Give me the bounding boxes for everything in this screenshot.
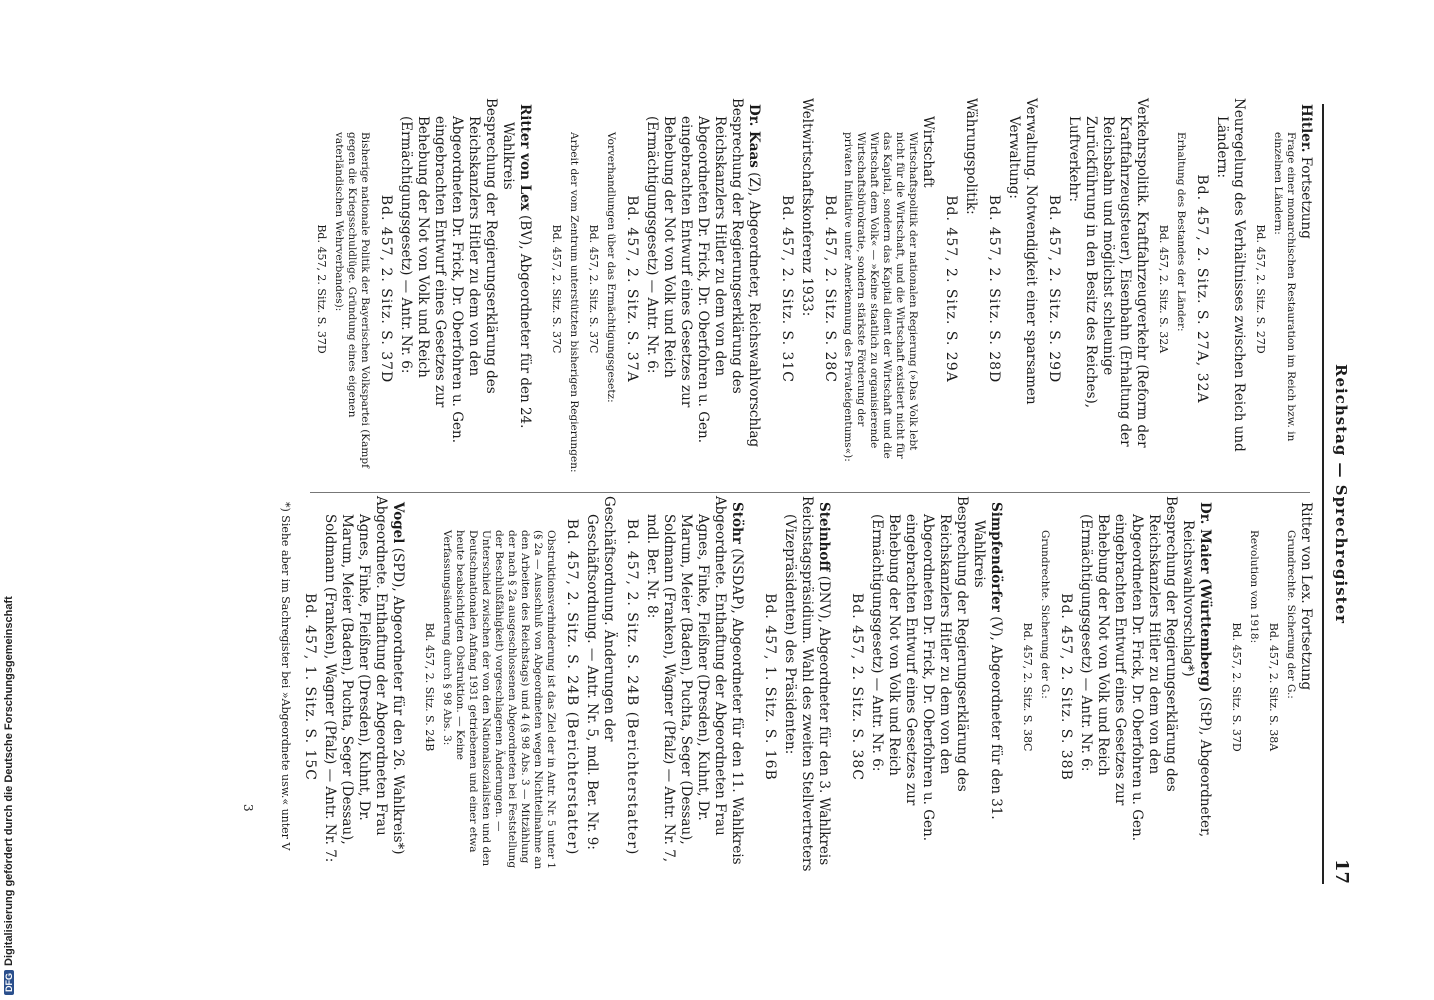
volume-reference: Bd. 457, 2. Sitz. S. 24B (Berichterstatter) xyxy=(624,518,640,856)
topic-text: Abgeordnete. Enthaftung der Abgeordneten Frau Agnes, Finke, Fleißner (Dresden), Kuhnt, Dr. Marum, Meier (Baden), Puchta, Seger (Dessau), Soldmann (Franken), Wagner (Pfalz) — Antr. Nr. 7: xyxy=(322,496,389,863)
speaker-role: (V), Abgeordneter für den 31. Wahlkreis xyxy=(971,520,1004,820)
speaker-name: Steinhoff xyxy=(816,502,832,572)
entry-simpfendoerfer-heading xyxy=(970,502,1004,872)
topic-text: Grundrechte. Sicherung der G.: xyxy=(1285,530,1297,699)
speaker-role: (SPD), Abgeordneter für den 26. Wahlkreis*) xyxy=(390,547,406,855)
volume-reference: Bd. 457, 2. Sitz. S. 29A xyxy=(943,195,959,383)
speaker-role: (Z), Abgeordneter, Reichswahlvorschlag xyxy=(746,172,762,448)
speaker-role: (NSDAP), Abgeordneter für den 11. Wahlkreis xyxy=(729,548,745,865)
entry-kaas-heading xyxy=(745,104,762,474)
entry-steinhoff-heading xyxy=(815,502,832,872)
topic-text: Abgeordnete. Enthaftung der Abgeordneten Frau Agnes, Finke, Fleißner (Dresden), Kuhnt, Dr. Marum, Meier (Baden), Puchta, Seger (Dessau), Soldmann (Franken), Wagner (Pfalz) — Antr. Nr. 7, mdl. Ber. Nr. 8: xyxy=(644,496,728,863)
entry-maier-heading xyxy=(1179,502,1213,872)
volume-reference: Bd. 457, 2. Sitz. S. 32A xyxy=(1157,224,1170,354)
volume-reference: Bd. 457, 2. Sitz. S. 38A xyxy=(1267,622,1280,752)
left-column xyxy=(308,98,1314,474)
volume-reference: Bd. 457, 1. Sitz. S. 15C xyxy=(302,592,318,782)
continuation-label: Fortsetzung xyxy=(1298,156,1314,239)
topic-text: Grundrechte. Sicherung der G.: xyxy=(1039,530,1051,699)
page-number: 17 xyxy=(1331,858,1352,884)
volume-reference: Bd. 457, 2. Sitz. S. 27D xyxy=(1254,224,1267,354)
speaker-name: Vogel xyxy=(390,502,406,544)
volume-reference: Bd. 457, 2. Sitz. S. 37D xyxy=(1230,622,1243,752)
speaker-name: Ritter von Lex xyxy=(517,104,533,211)
column-rule xyxy=(310,492,1310,493)
topic-text: Wirtschaft xyxy=(920,116,936,188)
entry-lex-cont-heading xyxy=(1297,502,1314,872)
register-page xyxy=(134,98,1354,884)
topic-text: Besprechung der Regierungserklärung des Reichskanzlers Hitler zu dem von den Abgeordneten Dr. Frick, Dr. Oberfohren u. Gen. eingebrachten Entwurf eines Gesetzes zur Behebung der Not von Volk und Reich (Ermächtigungsgesetz) — Antr. Nr. 6: xyxy=(1078,496,1179,841)
speaker-role: (DNV), Abgeordneter für den 3. Wahlkreis xyxy=(816,575,832,866)
volume-reference: Bd. 457, 2. Sitz. S. 37C xyxy=(587,224,600,354)
topic-text: Revolution von 1918: xyxy=(1248,530,1260,644)
header-rule xyxy=(1322,104,1324,884)
speaker-name: Simpfendörfer xyxy=(988,502,1004,612)
entry-lex-heading xyxy=(499,104,533,474)
volume-reference: Bd. 457, 2. Sitz. S. 24B (Berichterstatter) xyxy=(564,518,580,856)
topic-text: Vorverhandlungen über das Ermächtigungsgesetz: xyxy=(605,132,617,403)
folio-number: 3 xyxy=(241,804,255,812)
speaker-name: Hitler. xyxy=(1298,104,1314,153)
topic-text: Geschäftsordnung. Änderungen der Geschäftsordnung. — Antr. Nr. 5, mdl. Ber. Nr. 9: xyxy=(584,496,617,850)
topic-text: Erhaltung des Bestandes der Länder: xyxy=(1175,132,1187,332)
volume-reference: Bd. 457, 2. Sitz. S. 38C xyxy=(849,592,865,782)
topic-text: Verkehrspolitik. Kraftfahrzeugverkehr (Reform der Kraftfahrzeugsteuer), Eisenbahn (Erhaltung der Reichsbahn und möglichst schleunige Zurückführung in den Besitz des Reiches), Luftverkehr: xyxy=(1066,98,1150,448)
topic-text: Währungspolitik: xyxy=(963,98,979,215)
volume-reference: Bd. 457, 2. Sitz. S. 24B xyxy=(423,622,436,752)
topic-text: Weltwirtschaftskonferenz 1933: xyxy=(799,98,815,317)
volume-reference: Bd. 457, 2. Sitz. S. 38C xyxy=(1021,622,1034,752)
volume-reference: Bd. 457, 2. Sitz. S. 29D xyxy=(1046,194,1062,384)
volume-reference: Bd. 457, 2. Sitz. S. 37D xyxy=(315,224,328,354)
volume-reference: Bd. 457, 2. Sitz. S. 31C xyxy=(779,194,795,384)
running-head: Reichstag — Sprechregister xyxy=(1332,363,1350,625)
topic-text: Obstruktionsverhinderung ist das Ziel der in Antr. Nr. 5 unter 1 (§ 2a — Ausschluß von Abgeordneten wegen Nichtteilnahme an den Arbeiten des Reichstags) und 4 (§ 98 Abs. 3 — Mitzählung der nach § 2a ausgeschlossenen Abgeordneten bei Feststellung der Beschlußfähigkeit) vorgeschlagenen Änderungen. — Unterschied zwischen der von den Nationalsozialisten und den Deutschnationalen Anfang 1931 getriebenen und einer etwa heute beabsichtigten Obstruktion. — Keine Verfassungsänderung durch § 98 Abs. 3: xyxy=(441,530,557,870)
entry-stoehr-heading xyxy=(728,502,745,872)
topic-text: Besprechung der Regierungserklärung des Reichskanzlers Hitler zu dem von den Abgeordneten Dr. Frick, Dr. Oberfohren u. Gen. eingebrachten Entwurf eines Gesetzes zur Behebung der Not von Volk und Reich (Ermächtigungsgesetz) — Antr. Nr. 6: xyxy=(398,98,499,443)
speaker-name: Dr. Kaas xyxy=(746,104,762,168)
speaker-name: Dr. Maier (Württemberg) xyxy=(1197,502,1213,693)
volume-reference: Bd. 457, 2. Sitz. S. 28D xyxy=(986,194,1002,384)
topic-text: Neuregelung des Verhältnisses zwischen Reich und Ländern: xyxy=(1214,98,1247,452)
topic-text: Besprechung der Regierungserklärung des Reichskanzlers Hitler zu dem von den Abgeordneten Dr. Frick, Dr. Oberfohren u. Gen. eingebrachten Entwurf eines Gesetzes zur Behebung der Not von Volk und Reich (Ermächtigungsgesetz) — Antr. Nr. 6: xyxy=(869,496,970,841)
volume-reference: Bd. 457, 2. Sitz. S. 28C xyxy=(822,194,838,384)
speaker-role: (StP), Abgeordneter, Reichswahlvorschlag*) xyxy=(1180,520,1213,838)
speaker-name: Ritter von Lex. xyxy=(1298,502,1314,604)
topic-text: Reichstagspräsidium. Wahl des zweiten Stellvertreters (Vizepräsidenten) des Präsidenten: xyxy=(782,496,815,872)
right-column xyxy=(295,496,1314,872)
topic-text: Wirtschaftspolitik der nationalen Regierung (»Das Volk lebt nicht für die Wirtschaft, und die Wirtschaft existiert nicht für das Kapital, sondern das Kapital dient der Wirtschaft und die Wirtschaft dem Volk« — »Keine staatlich zu organisierende Wirtschaftsbürokratie, sondern stärkste Förderung der privaten Initiative unter Anerkennung des Privateigentums«): xyxy=(842,132,919,462)
entry-hitler-heading xyxy=(1297,104,1314,474)
continuation-label: Fortsetzung xyxy=(1298,607,1314,691)
entry-vogel-heading xyxy=(389,502,406,872)
volume-reference: Bd. 457, 1. Sitz. S. 16B xyxy=(762,593,778,781)
speaker-name: Stöhr xyxy=(729,502,745,544)
speaker-role: (BV), Abgeordneter für den 24. Wahlkreis xyxy=(500,122,533,429)
volume-reference: Bd. 457, 2. Sitz. S. 37C xyxy=(550,224,563,354)
volume-reference: Bd. 457, 2. Sitz. S. 37A xyxy=(624,195,640,383)
topic-text: Frage einer monarchischen Restauration im Reich bzw. in einzelnen Ländern: xyxy=(1272,132,1297,442)
credit-text: Digitalisierung gefördert durch die Deutsche Forschungsgemeinschaft xyxy=(3,596,15,966)
volume-reference: Bd. 457, 2. Sitz. S. 38B xyxy=(1058,593,1074,781)
topic-text: Bisherige nationale Politik der Bayerischen Volkspartei (Kampf gegen die Kriegsschuldlüge. Gründung eines eigenen vaterländischen Wehrverbandes): xyxy=(333,132,371,468)
volume-reference: Bd. 457, 2. Sitz. S. 27A, 32A xyxy=(1194,174,1210,404)
volume-reference: Bd. 457, 2. Sitz. S. 37D xyxy=(378,194,394,384)
footnote: *) Siehe aber im Sachregister bei »Abgeordnete usw.« unter V xyxy=(279,502,292,851)
dfg-logo: DFG xyxy=(4,970,14,995)
topic-text: Besprechung der Regierungserklärung des Reichskanzlers Hitler zu dem von den Abgeordneten Dr. Frick, Dr. Oberfohren u. Gen. eingebrachten Entwurf eines Gesetzes zur Behebung der Not von Volk und Reich (Ermächtigungsgesetz) — Antr. Nr. 6: xyxy=(644,98,745,443)
topic-text: Verwaltung. Notwendigkeit einer sparsamen Verwaltung: xyxy=(1006,98,1039,405)
topic-text: Arbeit der vom Zentrum unterstützten bisherigen Regierungen: xyxy=(568,132,580,473)
